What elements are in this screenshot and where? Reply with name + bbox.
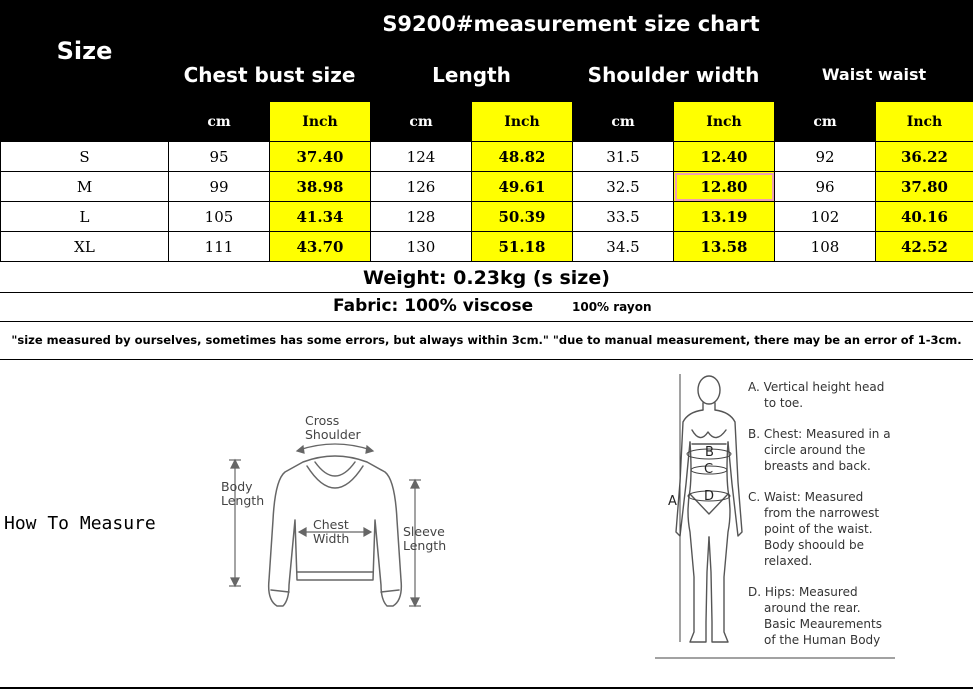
length-inch-cell: 48.82 <box>472 142 573 172</box>
unit-cm: cm <box>169 102 270 142</box>
shoulder-inch-cell: 13.58 <box>674 232 775 262</box>
chest-cm-cell: 105 <box>169 202 270 232</box>
letter-d: D <box>704 489 715 504</box>
size-header: Size <box>1 1 169 102</box>
table-row <box>1 202 973 232</box>
chest-cm-cell: 111 <box>169 232 270 262</box>
letter-a: A <box>668 494 677 509</box>
size-cell: S <box>1 142 169 172</box>
body-length-label: Body Length <box>221 479 265 508</box>
body-measure-notes <box>748 379 918 648</box>
letter-c: C <box>704 462 714 477</box>
length-cm-cell: 130 <box>371 232 472 262</box>
table-row <box>1 172 973 202</box>
shoulder-inch-cell: 12.40 <box>674 142 775 172</box>
chest-cm-cell: 99 <box>169 172 270 202</box>
size-cell: L <box>1 202 169 232</box>
note-a: A. Vertical height head to toe. <box>748 380 885 410</box>
length-inch-cell: 50.39 <box>472 202 573 232</box>
length-inch-cell: 49.61 <box>472 172 573 202</box>
waist-cm-cell: 92 <box>775 142 876 172</box>
note-b: B. Chest: Measured in a circle around the breasts and back. <box>748 427 891 473</box>
length-cm-cell: 124 <box>371 142 472 172</box>
bottom-divider <box>0 687 973 689</box>
chest-inch-cell: 37.40 <box>270 142 371 172</box>
letter-b: B <box>705 445 714 460</box>
chart-title: S9200#measurement size chart <box>169 1 973 48</box>
shoulder-cm-cell: 34.5 <box>573 232 674 262</box>
chest-inch-cell: 41.34 <box>270 202 371 232</box>
measurement-note: "size measured by ourselves, sometimes has some errors, but always within 3cm." "due to manual measurement, there may be an error of 1-3cm. <box>0 322 973 360</box>
waist-cm-cell: 96 <box>775 172 876 202</box>
unit-inch: Inch <box>674 102 775 142</box>
waist-inch-cell: 36.22 <box>876 142 973 172</box>
size-chart-table <box>0 0 973 262</box>
unit-inch: Inch <box>876 102 973 142</box>
shoulder-cm-cell: 31.5 <box>573 142 674 172</box>
rayon-info: 100% rayon <box>572 300 652 314</box>
unit-cm: cm <box>371 102 472 142</box>
length-header: Length <box>371 48 573 102</box>
waist-inch-cell: 42.52 <box>876 232 973 262</box>
weight-info: Weight: 0.23kg (s size) <box>363 267 610 289</box>
unit-cm: cm <box>573 102 674 142</box>
table-row <box>1 232 973 262</box>
table-row <box>1 142 973 172</box>
cross-shoulder-label: Cross Shoulder <box>305 413 361 442</box>
sleeve-length-label: Sleeve Length <box>403 524 447 553</box>
length-cm-cell: 128 <box>371 202 472 232</box>
length-inch-cell: 51.18 <box>472 232 573 262</box>
how-to-measure-label: How To Measure <box>4 513 156 534</box>
fabric-row <box>0 292 973 322</box>
shoulder-inch-cell-selected: 12.80 <box>674 172 775 202</box>
chest-header: Chest bust size <box>169 48 371 102</box>
chest-inch-cell: 38.98 <box>270 172 371 202</box>
size-cell: XL <box>1 232 169 262</box>
unit-inch: Inch <box>270 102 371 142</box>
waist-inch-cell: 37.80 <box>876 172 973 202</box>
note-c: C. Waist: Measured from the narrowest point of the waist. Body shoould be relaxed. <box>748 490 880 568</box>
note-d: D. Hips: Measured around the rear. Basic Meaurements of the Human Body <box>748 585 882 647</box>
unit-cm: cm <box>775 102 876 142</box>
length-cm-cell: 126 <box>371 172 472 202</box>
fabric-info: Fabric: 100% viscose <box>333 296 534 316</box>
shoulder-inch-cell: 13.19 <box>674 202 775 232</box>
size-cell: M <box>1 172 169 202</box>
size-header-spacer <box>1 102 169 142</box>
shoulder-cm-cell: 32.5 <box>573 172 674 202</box>
waist-inch-cell: 40.16 <box>876 202 973 232</box>
chest-width-label: Chest Width <box>313 517 350 546</box>
shoulder-cm-cell: 33.5 <box>573 202 674 232</box>
unit-inch: Inch <box>472 102 573 142</box>
chest-inch-cell: 43.70 <box>270 232 371 262</box>
waist-cm-cell: 108 <box>775 232 876 262</box>
waist-header: Waist waist <box>775 48 973 102</box>
waist-cm-cell: 102 <box>775 202 876 232</box>
shoulder-header: Shoulder width <box>573 48 775 102</box>
chest-cm-cell: 95 <box>169 142 270 172</box>
